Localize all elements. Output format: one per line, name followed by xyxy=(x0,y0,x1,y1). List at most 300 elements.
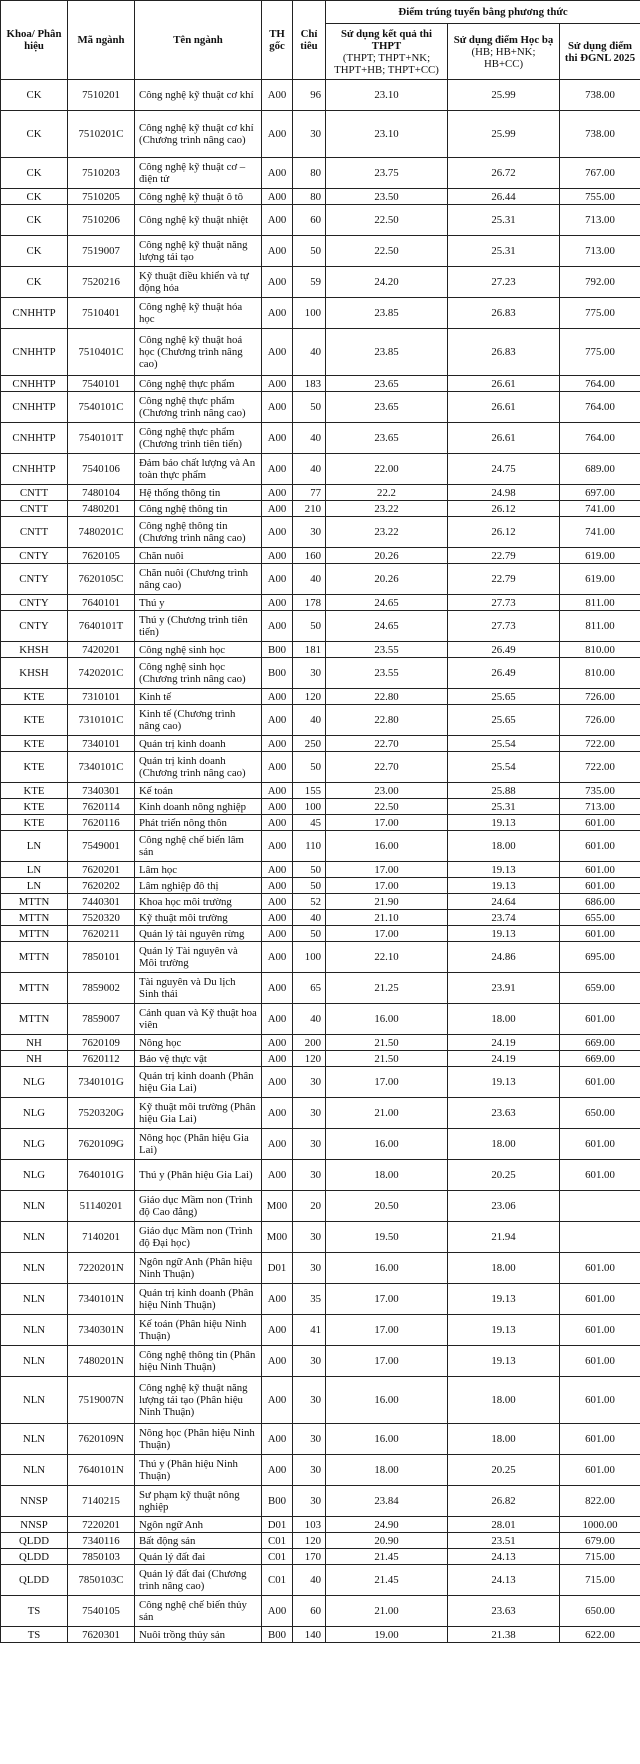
cell-chi-tieu: 210 xyxy=(293,501,326,517)
table-row xyxy=(1,705,640,736)
cell-chi-tieu: 250 xyxy=(293,736,326,752)
table-row xyxy=(1,1627,640,1643)
table-row xyxy=(1,376,640,392)
cell-chi-tieu: 110 xyxy=(293,831,326,862)
cell-diem-thpt: 17.00 xyxy=(326,878,448,894)
cell-ma-nganh: 7540105 xyxy=(68,1596,135,1627)
cell-diem-thpt: 20.50 xyxy=(326,1191,448,1222)
cell-ma-nganh: 7520320G xyxy=(68,1098,135,1129)
cell-ten-nganh: Giáo dục Mầm non (Trình độ Cao đẳng) xyxy=(135,1191,262,1222)
cell-ten-nganh: Ngôn ngữ Anh xyxy=(135,1517,262,1533)
cell-chi-tieu: 30 xyxy=(293,1067,326,1098)
cell-diem-hocba: 24.75 xyxy=(448,454,560,485)
cell-diem-hocba: 19.13 xyxy=(448,1346,560,1377)
cell-khoa: CNTY xyxy=(1,611,68,642)
cell-khoa: NLG xyxy=(1,1160,68,1191)
cell-ten-nganh: Công nghệ kỹ thuật ô tô xyxy=(135,189,262,205)
table-row xyxy=(1,1253,640,1284)
cell-ma-nganh: 7620202 xyxy=(68,878,135,894)
cell-diem-hocba: 18.00 xyxy=(448,1129,560,1160)
cell-chi-tieu: 65 xyxy=(293,973,326,1004)
cell-diem-hocba: 19.13 xyxy=(448,815,560,831)
cell-th-goc: A00 xyxy=(262,1129,293,1160)
cell-diem-dgnl: 669.00 xyxy=(560,1035,640,1051)
cell-th-goc: A00 xyxy=(262,973,293,1004)
cell-ma-nganh: 7510201 xyxy=(68,80,135,111)
cell-khoa: KTE xyxy=(1,705,68,736)
cell-diem-hocba: 26.49 xyxy=(448,642,560,658)
cell-chi-tieu: 50 xyxy=(293,862,326,878)
cell-diem-thpt: 22.70 xyxy=(326,736,448,752)
cell-diem-dgnl: 775.00 xyxy=(560,329,640,376)
cell-diem-thpt: 24.65 xyxy=(326,611,448,642)
cell-ma-nganh: 7520320 xyxy=(68,910,135,926)
cell-diem-thpt: 20.90 xyxy=(326,1533,448,1549)
cell-ma-nganh: 7540101T xyxy=(68,423,135,454)
cell-ma-nganh: 7850101 xyxy=(68,942,135,973)
cell-th-goc: C01 xyxy=(262,1565,293,1596)
table-row xyxy=(1,485,640,501)
table-row xyxy=(1,205,640,236)
table-row xyxy=(1,1455,640,1486)
cell-diem-hocba: 26.82 xyxy=(448,1486,560,1517)
cell-diem-hocba: 26.83 xyxy=(448,298,560,329)
cell-chi-tieu: 100 xyxy=(293,298,326,329)
cell-diem-thpt: 21.00 xyxy=(326,1596,448,1627)
cell-diem-dgnl: 767.00 xyxy=(560,158,640,189)
cell-diem-hocba: 25.31 xyxy=(448,236,560,267)
cell-th-goc: A00 xyxy=(262,1051,293,1067)
cell-ten-nganh: Công nghệ kỹ thuật năng lượng tái tạo xyxy=(135,236,262,267)
cell-ma-nganh: 7850103 xyxy=(68,1549,135,1565)
cell-diem-hocba: 21.38 xyxy=(448,1627,560,1643)
cell-th-goc: A00 xyxy=(262,783,293,799)
cell-chi-tieu: 120 xyxy=(293,1051,326,1067)
cell-diem-dgnl: 715.00 xyxy=(560,1565,640,1596)
cell-khoa: NLG xyxy=(1,1067,68,1098)
cell-diem-dgnl: 622.00 xyxy=(560,1627,640,1643)
cell-diem-hocba: 25.31 xyxy=(448,205,560,236)
cell-ten-nganh: Công nghệ thực phẩm (Chương trình tiên tiến) xyxy=(135,423,262,454)
cell-th-goc: A00 xyxy=(262,517,293,548)
cell-diem-thpt: 21.90 xyxy=(326,894,448,910)
cell-diem-hocba: 24.86 xyxy=(448,942,560,973)
table-row xyxy=(1,595,640,611)
cell-khoa: QLDD xyxy=(1,1565,68,1596)
cell-chi-tieu: 30 xyxy=(293,1160,326,1191)
cell-chi-tieu: 160 xyxy=(293,548,326,564)
header-method-thpt xyxy=(326,24,448,80)
table-row xyxy=(1,1517,640,1533)
table-row xyxy=(1,189,640,205)
cell-diem-dgnl: 695.00 xyxy=(560,942,640,973)
cell-diem-dgnl: 726.00 xyxy=(560,689,640,705)
cell-chi-tieu: 30 xyxy=(293,517,326,548)
cell-khoa: CNHHTP xyxy=(1,423,68,454)
cell-diem-dgnl: 735.00 xyxy=(560,783,640,799)
cell-diem-thpt: 21.45 xyxy=(326,1565,448,1596)
cell-th-goc: A00 xyxy=(262,111,293,158)
cell-diem-dgnl: 601.00 xyxy=(560,926,640,942)
cell-ma-nganh: 7859002 xyxy=(68,973,135,1004)
cell-ten-nganh: Nuôi trồng thủy sản xyxy=(135,1627,262,1643)
cell-th-goc: C01 xyxy=(262,1549,293,1565)
cell-diem-hocba: 22.79 xyxy=(448,548,560,564)
cell-diem-hocba: 26.12 xyxy=(448,501,560,517)
table-row xyxy=(1,862,640,878)
cell-khoa: MTTN xyxy=(1,942,68,973)
cell-ten-nganh: Phát triển nông thôn xyxy=(135,815,262,831)
table-row xyxy=(1,80,640,111)
cell-ten-nganh: Kế toán (Phân hiệu Ninh Thuận) xyxy=(135,1315,262,1346)
table-header xyxy=(1,1,640,80)
cell-diem-hocba: 25.65 xyxy=(448,689,560,705)
cell-diem-thpt: 22.80 xyxy=(326,705,448,736)
cell-diem-hocba: 24.64 xyxy=(448,894,560,910)
cell-ma-nganh: 7620301 xyxy=(68,1627,135,1643)
cell-diem-dgnl: 713.00 xyxy=(560,236,640,267)
cell-th-goc: A00 xyxy=(262,158,293,189)
cell-diem-thpt: 23.65 xyxy=(326,376,448,392)
cell-diem-hocba: 26.72 xyxy=(448,158,560,189)
cell-ma-nganh: 7620105C xyxy=(68,564,135,595)
cell-th-goc: B00 xyxy=(262,658,293,689)
cell-diem-thpt: 21.10 xyxy=(326,910,448,926)
cell-khoa: NH xyxy=(1,1051,68,1067)
cell-diem-hocba: 26.44 xyxy=(448,189,560,205)
cell-th-goc: A00 xyxy=(262,454,293,485)
cell-khoa: CNHHTP xyxy=(1,298,68,329)
cell-ten-nganh: Công nghệ chế biến thủy sản xyxy=(135,1596,262,1627)
cell-diem-dgnl: 686.00 xyxy=(560,894,640,910)
cell-diem-hocba: 23.91 xyxy=(448,973,560,1004)
cell-th-goc: A00 xyxy=(262,1035,293,1051)
cell-diem-thpt: 16.00 xyxy=(326,1253,448,1284)
cell-diem-hocba: 26.49 xyxy=(448,658,560,689)
cell-ten-nganh: Quản trị kinh doanh xyxy=(135,736,262,752)
cell-khoa: LN xyxy=(1,878,68,894)
cell-ma-nganh: 7519007N xyxy=(68,1377,135,1424)
table-row xyxy=(1,1051,640,1067)
cell-ma-nganh: 7340301N xyxy=(68,1315,135,1346)
cell-diem-hocba: 26.61 xyxy=(448,376,560,392)
cell-th-goc: A00 xyxy=(262,1284,293,1315)
cell-diem-dgnl: 1000.00 xyxy=(560,1517,640,1533)
cell-th-goc: A00 xyxy=(262,1004,293,1035)
cell-th-goc: A00 xyxy=(262,1377,293,1424)
table-row xyxy=(1,1486,640,1517)
cell-th-goc: A00 xyxy=(262,894,293,910)
cell-khoa: CK xyxy=(1,158,68,189)
cell-diem-thpt: 20.26 xyxy=(326,548,448,564)
cell-ten-nganh: Kinh tế xyxy=(135,689,262,705)
cell-chi-tieu: 30 xyxy=(293,1377,326,1424)
cell-th-goc: A00 xyxy=(262,736,293,752)
table-row xyxy=(1,642,640,658)
cell-diem-dgnl: 601.00 xyxy=(560,1346,640,1377)
cell-th-goc: A00 xyxy=(262,878,293,894)
cell-diem-hocba: 25.54 xyxy=(448,736,560,752)
cell-diem-hocba: 19.13 xyxy=(448,926,560,942)
cell-diem-thpt: 21.25 xyxy=(326,973,448,1004)
cell-ma-nganh: 7520216 xyxy=(68,267,135,298)
cell-diem-thpt: 16.00 xyxy=(326,831,448,862)
cell-diem-dgnl: 601.00 xyxy=(560,1129,640,1160)
cell-ten-nganh: Nông học (Phân hiệu Ninh Thuận) xyxy=(135,1424,262,1455)
cell-diem-dgnl: 810.00 xyxy=(560,658,640,689)
cell-diem-hocba: 26.12 xyxy=(448,517,560,548)
cell-ma-nganh: 7480201N xyxy=(68,1346,135,1377)
cell-diem-hocba: 19.13 xyxy=(448,878,560,894)
cell-ten-nganh: Kinh doanh nông nghiệp xyxy=(135,799,262,815)
cell-diem-thpt: 23.50 xyxy=(326,189,448,205)
cell-khoa: KTE xyxy=(1,752,68,783)
cell-th-goc: D01 xyxy=(262,1253,293,1284)
cell-ten-nganh: Thú y (Chương trình tiên tiến) xyxy=(135,611,262,642)
cell-diem-thpt: 22.00 xyxy=(326,454,448,485)
cell-diem-dgnl: 764.00 xyxy=(560,376,640,392)
cell-ten-nganh: Khoa học môi trường xyxy=(135,894,262,910)
cell-diem-hocba: 20.25 xyxy=(448,1455,560,1486)
cell-th-goc: A00 xyxy=(262,1346,293,1377)
table-row xyxy=(1,910,640,926)
cell-th-goc: A00 xyxy=(262,189,293,205)
cell-th-goc: D01 xyxy=(262,1517,293,1533)
cell-chi-tieu: 200 xyxy=(293,1035,326,1051)
table-row xyxy=(1,815,640,831)
cell-khoa: CNHHTP xyxy=(1,329,68,376)
cell-diem-dgnl: 650.00 xyxy=(560,1098,640,1129)
table-row xyxy=(1,1191,640,1222)
cell-diem-thpt: 21.45 xyxy=(326,1549,448,1565)
cell-ten-nganh: Sư phạm kỹ thuật nông nghiệp xyxy=(135,1486,262,1517)
cell-chi-tieu: 103 xyxy=(293,1517,326,1533)
cell-diem-hocba: 19.13 xyxy=(448,1315,560,1346)
cell-th-goc: B00 xyxy=(262,1627,293,1643)
table-row xyxy=(1,298,640,329)
cell-ten-nganh: Công nghệ kỹ thuật năng lượng tái tạo (Phân hiệu Ninh Thuận) xyxy=(135,1377,262,1424)
cell-diem-hocba: 24.19 xyxy=(448,1035,560,1051)
cell-diem-dgnl: 822.00 xyxy=(560,1486,640,1517)
cell-ten-nganh: Công nghệ sinh học xyxy=(135,642,262,658)
cell-diem-hocba: 25.99 xyxy=(448,80,560,111)
cell-th-goc: A00 xyxy=(262,267,293,298)
cell-khoa: CK xyxy=(1,189,68,205)
cell-khoa: CK xyxy=(1,205,68,236)
cell-ma-nganh: 7640101T xyxy=(68,611,135,642)
cell-diem-thpt: 23.65 xyxy=(326,392,448,423)
cell-th-goc: A00 xyxy=(262,548,293,564)
cell-chi-tieu: 170 xyxy=(293,1549,326,1565)
cell-chi-tieu: 59 xyxy=(293,267,326,298)
cell-chi-tieu: 60 xyxy=(293,1596,326,1627)
cell-chi-tieu: 80 xyxy=(293,189,326,205)
table-row xyxy=(1,1098,640,1129)
table-row xyxy=(1,831,640,862)
cell-ma-nganh: 7510203 xyxy=(68,158,135,189)
cell-ma-nganh: 7480104 xyxy=(68,485,135,501)
cell-ma-nganh: 7620114 xyxy=(68,799,135,815)
cell-diem-hocba: 26.61 xyxy=(448,392,560,423)
cell-diem-dgnl: 726.00 xyxy=(560,705,640,736)
table-row xyxy=(1,1067,640,1098)
cell-diem-hocba: 25.88 xyxy=(448,783,560,799)
cell-diem-thpt: 16.00 xyxy=(326,1424,448,1455)
cell-diem-dgnl: 655.00 xyxy=(560,910,640,926)
cell-ma-nganh: 7340101G xyxy=(68,1067,135,1098)
cell-ma-nganh: 7480201 xyxy=(68,501,135,517)
cell-ten-nganh: Công nghệ thông tin (Phân hiệu Ninh Thuận) xyxy=(135,1346,262,1377)
cell-khoa: NH xyxy=(1,1035,68,1051)
cell-th-goc: A00 xyxy=(262,1098,293,1129)
cell-khoa: NLN xyxy=(1,1346,68,1377)
cell-diem-dgnl: 792.00 xyxy=(560,267,640,298)
table-row xyxy=(1,1533,640,1549)
cell-th-goc: A00 xyxy=(262,799,293,815)
cell-ten-nganh: Lâm nghiệp đô thị xyxy=(135,878,262,894)
cell-diem-thpt: 23.65 xyxy=(326,423,448,454)
cell-chi-tieu: 40 xyxy=(293,423,326,454)
cell-diem-thpt: 16.00 xyxy=(326,1129,448,1160)
cell-diem-hocba: 25.54 xyxy=(448,752,560,783)
cell-chi-tieu: 40 xyxy=(293,1004,326,1035)
cell-khoa: LN xyxy=(1,862,68,878)
cell-th-goc: A00 xyxy=(262,205,293,236)
cell-diem-dgnl: 741.00 xyxy=(560,501,640,517)
cell-th-goc: A00 xyxy=(262,564,293,595)
cell-diem-hocba: 25.99 xyxy=(448,111,560,158)
cell-chi-tieu: 35 xyxy=(293,1284,326,1315)
table-row xyxy=(1,689,640,705)
table-row xyxy=(1,1377,640,1424)
cell-chi-tieu: 155 xyxy=(293,783,326,799)
cell-diem-thpt: 22.10 xyxy=(326,942,448,973)
cell-chi-tieu: 40 xyxy=(293,705,326,736)
cell-ma-nganh: 7480201C xyxy=(68,517,135,548)
cell-khoa: NLG xyxy=(1,1129,68,1160)
cell-ma-nganh: 7640101 xyxy=(68,595,135,611)
cell-diem-hocba: 27.23 xyxy=(448,267,560,298)
cell-th-goc: A00 xyxy=(262,501,293,517)
table-row xyxy=(1,501,640,517)
table-row xyxy=(1,783,640,799)
table-row xyxy=(1,799,640,815)
cell-ten-nganh: Công nghệ kỹ thuật cơ khí xyxy=(135,80,262,111)
cell-ma-nganh: 7620116 xyxy=(68,815,135,831)
cell-chi-tieu: 50 xyxy=(293,752,326,783)
table-row xyxy=(1,392,640,423)
cell-diem-thpt: 22.80 xyxy=(326,689,448,705)
cell-th-goc: A00 xyxy=(262,910,293,926)
cell-chi-tieu: 40 xyxy=(293,910,326,926)
cell-ten-nganh: Thú y xyxy=(135,595,262,611)
cell-diem-hocba: 24.19 xyxy=(448,1051,560,1067)
cell-ma-nganh: 7640101G xyxy=(68,1160,135,1191)
cell-diem-thpt: 24.90 xyxy=(326,1517,448,1533)
cell-ten-nganh: Lâm học xyxy=(135,862,262,878)
cell-diem-dgnl: 741.00 xyxy=(560,517,640,548)
cell-ma-nganh: 7420201 xyxy=(68,642,135,658)
cell-diem-hocba: 24.13 xyxy=(448,1565,560,1596)
table-row xyxy=(1,736,640,752)
cell-ten-nganh: Chăn nuôi (Chương trình nâng cao) xyxy=(135,564,262,595)
cell-diem-hocba: 18.00 xyxy=(448,1253,560,1284)
cell-diem-hocba: 22.79 xyxy=(448,564,560,595)
cell-diem-thpt: 19.50 xyxy=(326,1222,448,1253)
table-row xyxy=(1,564,640,595)
cell-ma-nganh: 7850103C xyxy=(68,1565,135,1596)
cell-diem-hocba: 27.73 xyxy=(448,611,560,642)
cell-diem-dgnl: 722.00 xyxy=(560,752,640,783)
cell-chi-tieu: 96 xyxy=(293,80,326,111)
cell-ma-nganh: 7620109G xyxy=(68,1129,135,1160)
cell-ma-nganh: 7519007 xyxy=(68,236,135,267)
cell-ten-nganh: Đảm bảo chất lượng và An toàn thực phẩm xyxy=(135,454,262,485)
cell-khoa: KHSH xyxy=(1,658,68,689)
cell-ten-nganh: Quản lý Tài nguyên và Môi trường xyxy=(135,942,262,973)
cell-th-goc: A00 xyxy=(262,705,293,736)
table-row xyxy=(1,236,640,267)
cell-diem-dgnl: 811.00 xyxy=(560,611,640,642)
cell-diem-hocba: 24.13 xyxy=(448,1549,560,1565)
cell-th-goc: C01 xyxy=(262,1533,293,1549)
header-ten-nganh: Tên ngành xyxy=(135,1,262,80)
cell-khoa: CNTY xyxy=(1,564,68,595)
cell-diem-dgnl: 738.00 xyxy=(560,111,640,158)
cell-ten-nganh: Công nghệ thực phẩm (Chương trình nâng cao) xyxy=(135,392,262,423)
cell-diem-dgnl: 755.00 xyxy=(560,189,640,205)
cell-diem-dgnl: 601.00 xyxy=(560,1160,640,1191)
cell-ma-nganh: 7620105 xyxy=(68,548,135,564)
cell-diem-thpt: 20.26 xyxy=(326,564,448,595)
cell-ten-nganh: Kỹ thuật môi trường xyxy=(135,910,262,926)
cell-chi-tieu: 30 xyxy=(293,1424,326,1455)
cell-khoa: MTTN xyxy=(1,894,68,910)
cell-ten-nganh: Tài nguyên và Du lịch Sinh thái xyxy=(135,973,262,1004)
cell-ma-nganh: 7540106 xyxy=(68,454,135,485)
cell-diem-thpt: 23.00 xyxy=(326,783,448,799)
cell-ma-nganh: 7510205 xyxy=(68,189,135,205)
cell-diem-dgnl: 722.00 xyxy=(560,736,640,752)
cell-diem-hocba: 19.13 xyxy=(448,1067,560,1098)
cell-khoa: TS xyxy=(1,1627,68,1643)
cell-diem-dgnl: 713.00 xyxy=(560,205,640,236)
cell-ten-nganh: Thú y (Phân hiệu Ninh Thuận) xyxy=(135,1455,262,1486)
cell-diem-thpt: 23.85 xyxy=(326,329,448,376)
cell-chi-tieu: 50 xyxy=(293,878,326,894)
cell-chi-tieu: 50 xyxy=(293,926,326,942)
table-row xyxy=(1,1004,640,1035)
table-row xyxy=(1,752,640,783)
cell-diem-thpt: 23.55 xyxy=(326,658,448,689)
cell-th-goc: A00 xyxy=(262,831,293,862)
cell-khoa: NLN xyxy=(1,1377,68,1424)
cell-th-goc: A00 xyxy=(262,329,293,376)
cell-ma-nganh: 7340101N xyxy=(68,1284,135,1315)
cell-diem-hocba: 19.13 xyxy=(448,862,560,878)
cell-diem-dgnl: 601.00 xyxy=(560,1424,640,1455)
cell-ma-nganh: 7420201C xyxy=(68,658,135,689)
cell-diem-dgnl: 669.00 xyxy=(560,1051,640,1067)
cell-ten-nganh: Quản lý đất đai xyxy=(135,1549,262,1565)
cell-th-goc: B00 xyxy=(262,1486,293,1517)
cell-chi-tieu: 30 xyxy=(293,658,326,689)
cell-diem-thpt: 22.2 xyxy=(326,485,448,501)
cell-th-goc: A00 xyxy=(262,611,293,642)
cell-diem-hocba: 23.06 xyxy=(448,1191,560,1222)
cell-th-goc: A00 xyxy=(262,392,293,423)
cell-diem-thpt: 23.85 xyxy=(326,298,448,329)
